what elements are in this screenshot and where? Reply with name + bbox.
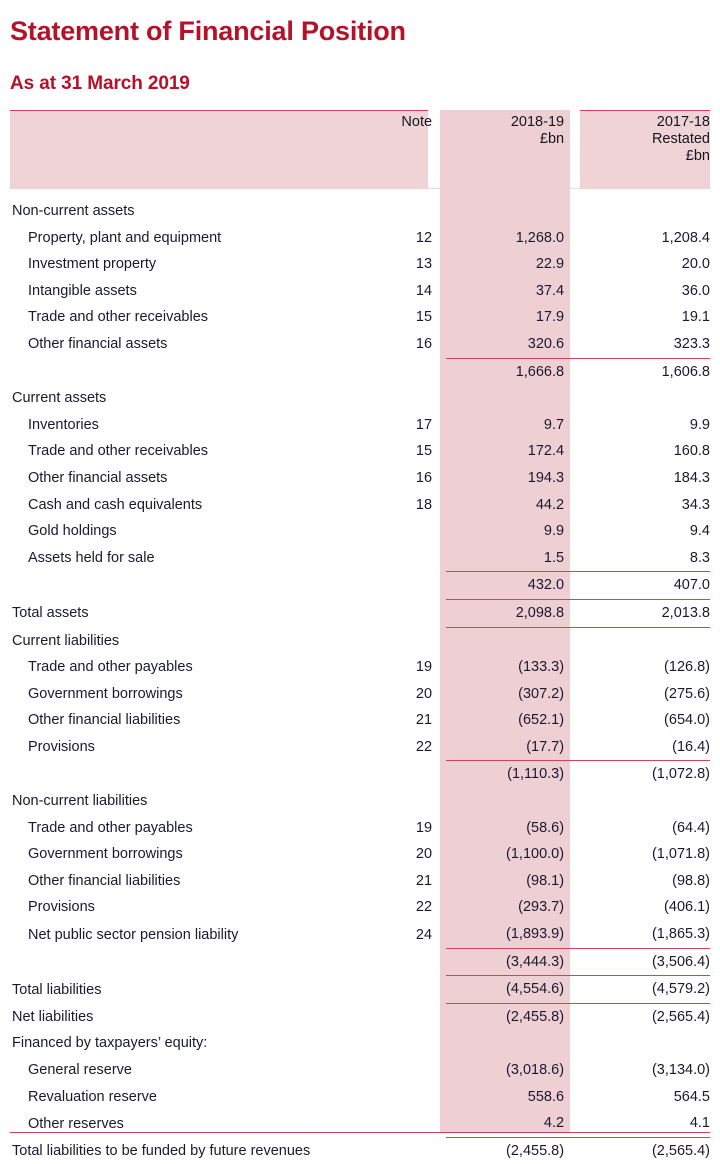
row-value-previous: (1,865.3) [651, 926, 710, 943]
row-gap-1 [434, 251, 446, 278]
row-value-current: 1.5 [543, 549, 565, 566]
row-gap-2 [574, 894, 584, 921]
row-gap-2 [574, 1137, 584, 1164]
row-gap-1 [434, 304, 446, 331]
row-gap-2 [574, 788, 584, 815]
row-gap-2 [574, 815, 584, 842]
row-gap-2 [574, 948, 584, 976]
row-gap-1 [434, 1084, 446, 1111]
row-note [373, 1030, 434, 1057]
row-value-current: (2,455.8) [446, 1137, 574, 1164]
row-gap-2 [574, 599, 584, 627]
row-gap-2 [574, 841, 584, 868]
row-label: Current assets [12, 390, 107, 407]
row-label: Provisions [28, 739, 95, 756]
row-gap-2 [574, 438, 584, 465]
row-label: General reserve [28, 1062, 132, 1078]
row-label: Financed by taxpayers’ equity: [12, 1035, 208, 1052]
row-note [373, 1137, 434, 1164]
table-row [10, 868, 710, 895]
row-value-previous: 19.1 [681, 309, 710, 326]
row-value-current: 4.2 [543, 1115, 565, 1132]
row-gap-2 [574, 976, 584, 1004]
row-label [10, 572, 373, 600]
row-value-current: (58.6) [526, 819, 565, 836]
financial-position-table-wrapper [10, 110, 710, 1164]
row-gap-2 [574, 1003, 584, 1030]
row-value-current [446, 385, 574, 412]
row-note [373, 1003, 434, 1030]
row-note: 15 [415, 443, 433, 460]
row-value-current [446, 627, 574, 654]
table-row [10, 841, 710, 868]
row-gap-2 [574, 654, 584, 681]
row-value-previous: (4,579.2) [584, 976, 710, 1004]
row-value-previous: (406.1) [664, 899, 710, 916]
row-value-previous: (2,565.4) [584, 1003, 710, 1030]
table-row [10, 545, 710, 572]
row-note: 15 [415, 309, 433, 326]
row-value-previous [584, 385, 710, 412]
row-label: Property, plant and equipment [28, 229, 222, 246]
row-gap-1 [434, 599, 446, 627]
row-gap-1 [434, 1030, 446, 1057]
header-current-year [446, 110, 574, 198]
row-gap-2 [574, 331, 584, 358]
row-label: Total liabilities [12, 981, 102, 998]
row-label: Trade and other payables [28, 659, 193, 676]
row-gap-1 [434, 761, 446, 788]
row-value-previous: (16.4) [672, 738, 710, 755]
row-label: Other financial assets [28, 336, 168, 353]
row-gap-2 [574, 1057, 584, 1084]
row-gap-1 [434, 492, 446, 519]
row-note: 12 [415, 229, 433, 246]
row-note: 16 [415, 469, 433, 486]
row-value-previous: (1,072.8) [584, 761, 710, 788]
row-gap-1 [434, 545, 446, 572]
row-note [373, 385, 434, 412]
row-gap-2 [574, 572, 584, 600]
table-row [10, 599, 710, 627]
table-row [10, 681, 710, 708]
table-row [10, 788, 710, 815]
header-previous-year-line3: £bn [685, 148, 710, 165]
table-row [10, 894, 710, 921]
table-row [10, 815, 710, 842]
row-value-current: 558.6 [527, 1088, 565, 1105]
row-note [373, 1110, 434, 1137]
row-gap-1 [434, 438, 446, 465]
row-label: Current liabilities [12, 632, 120, 649]
row-gap-2 [574, 1084, 584, 1111]
row-gap-1 [434, 331, 446, 358]
row-gap-2 [574, 412, 584, 439]
row-gap-2 [574, 198, 584, 225]
row-note: 17 [415, 416, 433, 433]
row-value-previous: 184.3 [673, 469, 710, 486]
row-value-previous: 1,208.4 [661, 229, 710, 246]
row-gap-1 [434, 976, 446, 1004]
row-value-previous: (64.4) [672, 819, 710, 836]
header-previous-year-line1: 2017-18 [656, 114, 710, 130]
row-label: Other financial liabilities [28, 872, 181, 889]
row-note [373, 198, 434, 225]
row-label: Investment property [28, 256, 157, 273]
row-gap-2 [574, 304, 584, 331]
row-value-previous: 407.0 [584, 572, 710, 600]
row-value-current: (3,444.3) [446, 948, 574, 976]
row-gap-1 [434, 894, 446, 921]
row-gap-1 [434, 518, 446, 545]
row-gap-1 [434, 198, 446, 225]
header-gap-cell-2 [574, 110, 584, 198]
row-gap-1 [434, 278, 446, 305]
row-label: Non-current assets [12, 203, 135, 219]
row-value-previous: (654.0) [664, 712, 710, 729]
row-label: Trade and other receivables [28, 309, 209, 326]
row-gap-2 [574, 278, 584, 305]
row-value-previous: (3,506.4) [584, 948, 710, 976]
financial-position-table [10, 110, 710, 1164]
row-label: Cash and cash equivalents [28, 496, 203, 513]
row-value-current: 320.6 [527, 335, 565, 352]
row-gap-2 [574, 492, 584, 519]
row-gap-1 [434, 654, 446, 681]
row-value-previous: (98.8) [672, 872, 710, 889]
row-label: Net liabilities [12, 1008, 94, 1025]
row-gap-1 [434, 465, 446, 492]
row-value-current: 17.9 [535, 309, 565, 326]
row-gap-2 [574, 707, 584, 734]
row-gap-2 [574, 868, 584, 895]
table-row [10, 358, 710, 385]
row-value-previous [584, 788, 710, 815]
row-gap-2 [574, 734, 584, 761]
table-row [10, 654, 710, 681]
row-value-previous: 1,606.8 [584, 358, 710, 385]
row-note: 21 [415, 712, 433, 729]
row-value-current: (1,100.0) [506, 846, 565, 863]
table-row [10, 278, 710, 305]
row-value-current: 37.4 [535, 282, 565, 299]
table-row [10, 948, 710, 976]
table-row [10, 225, 710, 252]
row-value-current: 194.3 [527, 469, 565, 486]
row-note [373, 518, 434, 545]
row-gap-2 [574, 518, 584, 545]
row-gap-2 [574, 385, 584, 412]
table-row [10, 385, 710, 412]
row-note: 21 [415, 872, 433, 889]
row-note: 13 [415, 256, 433, 273]
table-row [10, 304, 710, 331]
row-gap-1 [434, 1057, 446, 1084]
row-gap-2 [574, 1030, 584, 1057]
row-gap-1 [434, 681, 446, 708]
row-gap-2 [574, 761, 584, 788]
row-value-previous: (1,071.8) [651, 846, 710, 863]
table-row [10, 761, 710, 788]
row-gap-2 [574, 251, 584, 278]
row-note: 20 [415, 846, 433, 863]
header-current-year-line1: 2018-19 [510, 114, 565, 130]
row-value-current: 432.0 [446, 572, 574, 600]
row-value-current: (133.3) [518, 659, 565, 676]
row-label: Other financial liabilities [28, 712, 181, 729]
row-value-current [446, 788, 574, 815]
row-label: Other reserves [28, 1115, 124, 1132]
table-row [10, 1110, 710, 1137]
row-gap-1 [434, 1003, 446, 1030]
row-gap-1 [434, 385, 446, 412]
row-value-previous: 36.0 [681, 282, 710, 299]
table-row [10, 1057, 710, 1084]
row-value-current [446, 1030, 574, 1057]
row-label [10, 948, 373, 976]
header-previous-year [584, 110, 710, 198]
table-row [10, 976, 710, 1004]
page-subtitle: As at 31 March 2019 [10, 73, 190, 94]
row-label: Gold holdings [28, 523, 117, 540]
row-note: 22 [415, 739, 433, 756]
row-note: 19 [415, 659, 433, 676]
row-gap-1 [434, 921, 446, 948]
row-value-current: 1,268.0 [515, 229, 565, 246]
table-row [10, 492, 710, 519]
row-label: Government borrowings [28, 846, 183, 863]
row-label: Other financial assets [28, 469, 168, 486]
table-row [10, 331, 710, 358]
row-value-current: 1,666.8 [446, 358, 574, 385]
row-value-current: 172.4 [527, 443, 565, 460]
row-gap-2 [574, 1110, 584, 1137]
row-value-previous: 564.5 [673, 1088, 710, 1105]
table-row [10, 1084, 710, 1111]
page-title: Statement of Financial Position [10, 16, 406, 46]
row-note [373, 545, 434, 572]
row-gap-1 [434, 815, 446, 842]
table-row [10, 198, 710, 225]
header-current-year-line3: £bn [539, 131, 565, 148]
row-label [10, 761, 373, 788]
row-value-previous: (3,134.0) [651, 1062, 710, 1078]
row-note: 16 [415, 336, 433, 353]
header-note: Note [401, 114, 433, 130]
row-gap-2 [574, 225, 584, 252]
row-value-previous: 4.1 [689, 1115, 710, 1132]
row-value-previous [584, 627, 710, 654]
row-gap-1 [434, 948, 446, 976]
row-gap-1 [434, 572, 446, 600]
row-note [373, 572, 434, 600]
row-value-current [446, 198, 574, 225]
row-note [373, 948, 434, 976]
row-value-current: (17.7) [526, 738, 565, 755]
row-value-current: (4,554.6) [446, 976, 574, 1004]
table-row [10, 412, 710, 439]
row-value-previous [584, 198, 710, 225]
table-row [10, 1137, 710, 1164]
row-label: Provisions [28, 899, 95, 916]
row-label: Inventories [28, 416, 99, 433]
row-value-previous: (126.8) [664, 659, 710, 676]
row-note: 19 [415, 819, 433, 836]
row-value-previous: 323.3 [673, 335, 710, 352]
row-label: Intangible assets [28, 282, 137, 299]
row-gap-1 [434, 225, 446, 252]
row-gap-1 [434, 627, 446, 654]
row-value-current: (307.2) [518, 685, 565, 702]
row-note: 18 [415, 496, 433, 513]
header-label-blank [10, 110, 373, 198]
row-value-previous: 2,013.8 [584, 599, 710, 627]
table-header-row [10, 110, 710, 198]
row-value-previous: (2,565.4) [584, 1137, 710, 1164]
table-row [10, 438, 710, 465]
row-label: Assets held for sale [28, 550, 155, 567]
row-note [373, 976, 434, 1004]
table-row [10, 572, 710, 600]
row-value-previous: (275.6) [664, 685, 710, 702]
row-gap-1 [434, 788, 446, 815]
row-value-previous: 8.3 [689, 549, 710, 566]
header-gap-cell-1 [434, 110, 446, 198]
row-note [373, 1084, 434, 1111]
table-body [10, 198, 710, 1164]
row-note [373, 599, 434, 627]
row-value-current: 9.9 [543, 523, 565, 540]
row-note: 24 [415, 926, 433, 943]
row-gap-1 [434, 734, 446, 761]
row-label: Total assets [12, 605, 89, 622]
row-value-current: (1,893.9) [506, 926, 565, 943]
table-row [10, 251, 710, 278]
row-gap-1 [434, 707, 446, 734]
row-label: Government borrowings [28, 685, 183, 702]
row-value-previous: 160.8 [673, 443, 710, 460]
row-label [10, 358, 373, 385]
row-value-previous: 9.9 [689, 416, 710, 433]
row-label: Trade and other receivables [28, 443, 209, 460]
row-gap-2 [574, 921, 584, 948]
row-note [373, 358, 434, 385]
row-note: 14 [415, 282, 433, 299]
row-note: 22 [415, 899, 433, 916]
row-value-current: 44.2 [535, 496, 565, 513]
row-note [373, 627, 434, 654]
row-value-current: 22.9 [535, 256, 565, 273]
row-value-current: (2,455.8) [446, 1003, 574, 1030]
row-gap-1 [434, 1110, 446, 1137]
table-row [10, 921, 710, 948]
row-gap-2 [574, 681, 584, 708]
row-gap-1 [434, 358, 446, 385]
row-label: Trade and other payables [28, 819, 193, 836]
table-row [10, 518, 710, 545]
row-gap-2 [574, 627, 584, 654]
row-gap-2 [574, 545, 584, 572]
row-value-current: (293.7) [518, 899, 565, 916]
table-row [10, 1003, 710, 1030]
row-gap-1 [434, 868, 446, 895]
row-gap-1 [434, 1137, 446, 1164]
row-gap-1 [434, 412, 446, 439]
row-note [373, 761, 434, 788]
row-value-previous: 34.3 [681, 496, 710, 513]
row-note [373, 788, 434, 815]
header-previous-year-line2: Restated [651, 131, 710, 148]
table-row [10, 627, 710, 654]
row-note [373, 1057, 434, 1084]
table-row [10, 707, 710, 734]
row-value-current: (1,110.3) [446, 761, 574, 788]
row-value-current: (98.1) [526, 872, 565, 889]
row-gap-1 [434, 841, 446, 868]
row-value-previous [584, 1030, 710, 1057]
row-value-current: (652.1) [518, 712, 565, 729]
row-gap-2 [574, 465, 584, 492]
row-label: Revaluation reserve [28, 1088, 157, 1105]
table-row [10, 1030, 710, 1057]
table-row [10, 465, 710, 492]
row-label: Non-current liabilities [12, 793, 148, 810]
row-value-current: (3,018.6) [506, 1062, 565, 1078]
row-label: Net public sector pension liability [28, 926, 239, 943]
row-label: Total liabilities to be funded by future revenues [12, 1142, 311, 1159]
row-value-previous: 20.0 [681, 256, 710, 273]
row-value-current: 2,098.8 [446, 599, 574, 627]
table-bottom-rule [10, 1132, 710, 1133]
row-gap-2 [574, 358, 584, 385]
row-value-current: 9.7 [543, 416, 565, 433]
row-note: 20 [415, 685, 433, 702]
row-value-previous: 9.4 [689, 523, 710, 540]
table-row [10, 734, 710, 761]
